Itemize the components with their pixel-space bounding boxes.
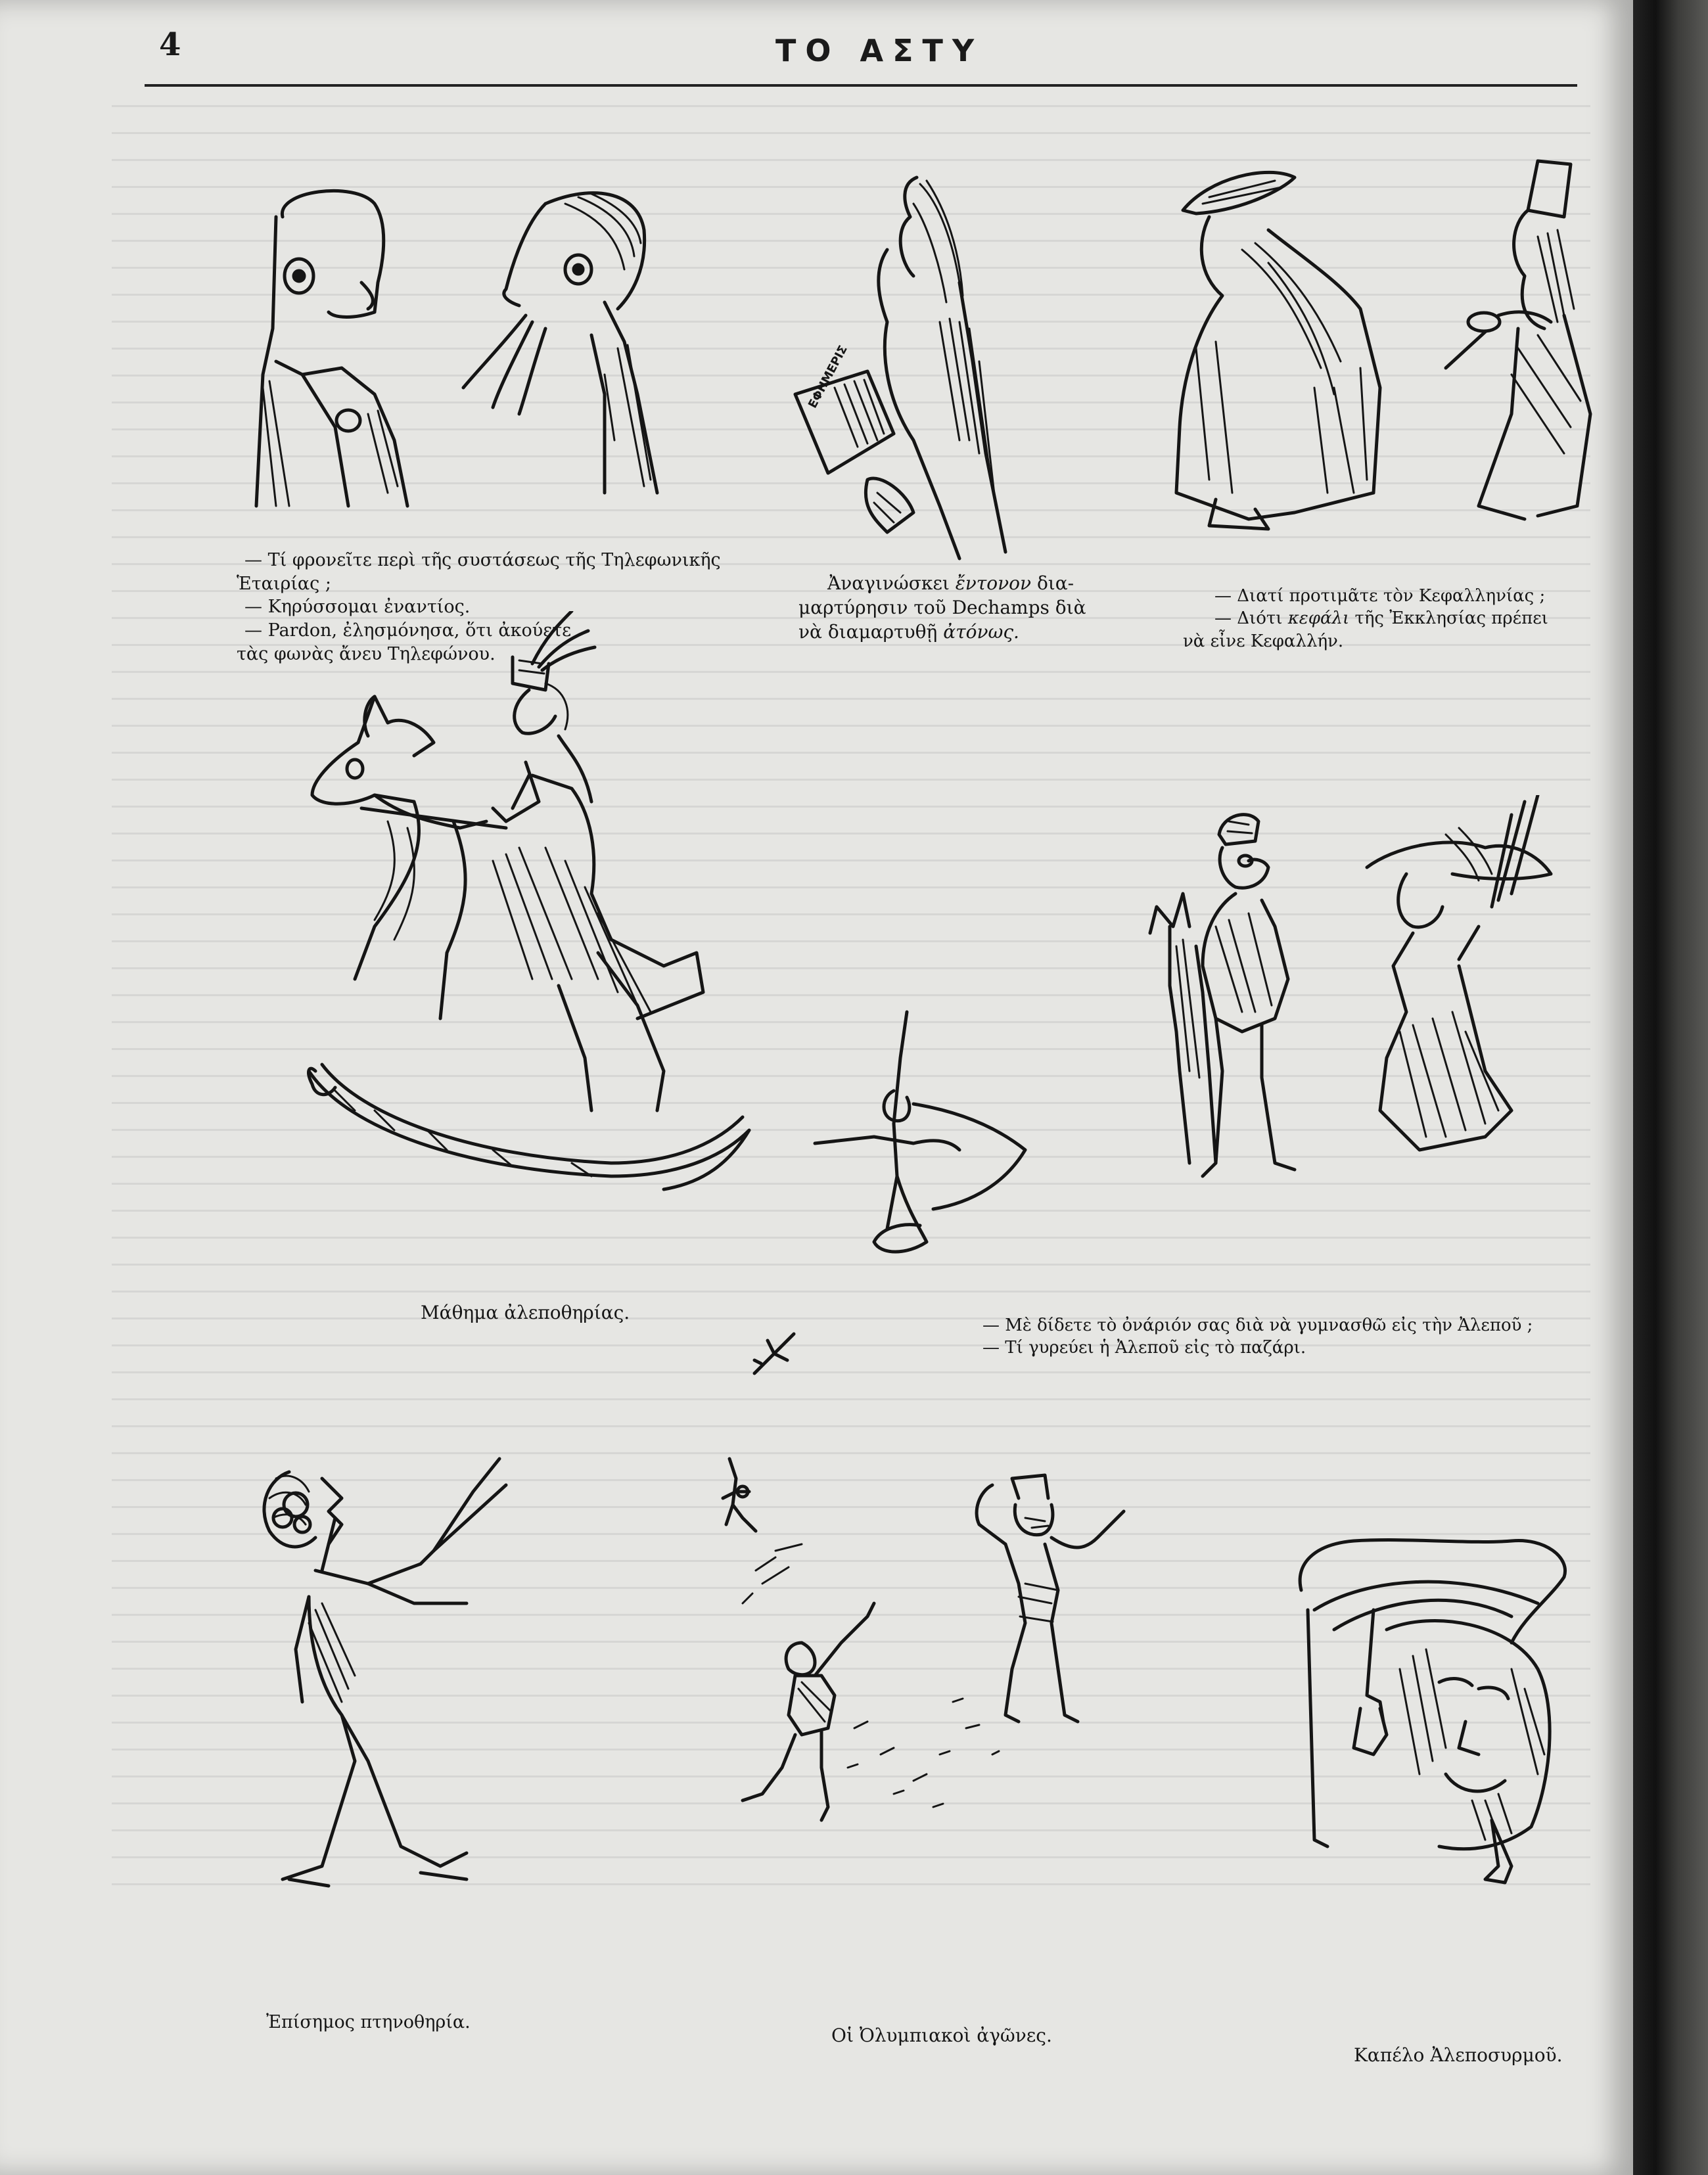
olympic-games-illustration xyxy=(716,1452,1163,1860)
donkey-caption-line-2: — Τί γυρεύει ἡ Ἀλεποῦ εἰς τὸ παζάρι. xyxy=(982,1338,1306,1358)
bird-hunt-illustration xyxy=(243,1452,559,1925)
dechamps-caption xyxy=(798,572,1086,645)
kefallinia-caption xyxy=(1183,585,1548,652)
telephone-caption-line-4: — Pardon, ἐλησμόνησα, ὅτι ἀκούετε xyxy=(244,620,572,641)
hat-caption: Καπέλο Ἀλεποσυρμοῦ. xyxy=(1354,2044,1563,2066)
kefallinia-cartoon-illustration xyxy=(1170,151,1617,539)
kefallinia-caption-emph: κεφάλι xyxy=(1287,608,1350,629)
dechamps-caption-emph-1: ἔντονον xyxy=(955,572,1032,594)
telephone-caption-line-5: τὰς φωνὰς ἄνευ Τηλεφώνου. xyxy=(237,643,496,664)
header-rule xyxy=(145,84,1577,87)
donkey-cartoon-illustration xyxy=(1143,795,1571,1202)
donkey-caption-line-1: — Μὲ δίδετε τὸ ὀνάριόν σας διὰ νὰ γυμνασθῶ εἰς τὴν Ἀλεποῦ ; xyxy=(982,1316,1533,1335)
dechamps-caption-emph-2: ἀτόνως. xyxy=(943,620,1019,643)
dechamps-cartoon-illustration xyxy=(789,164,1051,572)
masthead: ΤΟ ΑΣΤΥ xyxy=(775,33,984,68)
telephone-cartoon-illustration xyxy=(237,177,683,513)
newspaper-prop-label: ΕΦΗΜΕΡΙΣ xyxy=(806,343,850,411)
hat-illustration xyxy=(1288,1538,1590,1906)
donkey-caption xyxy=(982,1314,1533,1360)
kefallinia-caption-word-1: — Διότι xyxy=(1214,608,1283,629)
olympic-games-caption: Οἱ Ὀλυμπιακοὶ ἀγῶνες. xyxy=(831,2025,1052,2046)
binding-edge xyxy=(1633,0,1708,2175)
telephone-caption-line-3: — Κηρύσσομαι ἐναντίος. xyxy=(244,597,471,618)
rocking-horse-illustration xyxy=(296,611,795,1242)
kefallinia-caption-line-3: νὰ εἶνε Κεφαλλήν. xyxy=(1183,631,1344,651)
flying-bird-sketch xyxy=(748,1327,800,1380)
dechamps-caption-word-3: νὰ διαμαρτυθῇ xyxy=(798,620,938,643)
dechamps-caption-word-2: δια- xyxy=(1036,572,1074,594)
kefallinia-caption-line-1: — Διατί προτιμᾶτε τὸν Κεφαλληνίας ; xyxy=(1214,586,1546,606)
page-number: 4 xyxy=(159,26,181,63)
telephone-caption-line-2: Ἑταιρίας ; xyxy=(237,573,331,594)
artist-signature xyxy=(808,1005,1045,1268)
fox-hunt-caption: Μάθημα ἀλεποθηρίας. xyxy=(421,1302,630,1323)
telephone-caption-line-1: — Τί φρονεῖτε περὶ τῆς συστάσεως τῆς Τηλεφωνικῆς xyxy=(244,550,721,570)
dechamps-caption-word-1: Ἀναγινώσκει xyxy=(827,572,950,594)
kefallinia-caption-word-2: τῆς Ἐκκλησίας πρέπει xyxy=(1354,608,1548,629)
bird-hunt-caption: Ἐπίσημος πτηνοθηρία. xyxy=(266,2012,471,2032)
dechamps-caption-line-2: μαρτύρησιν τοῦ Dechamps διὰ xyxy=(798,596,1086,618)
